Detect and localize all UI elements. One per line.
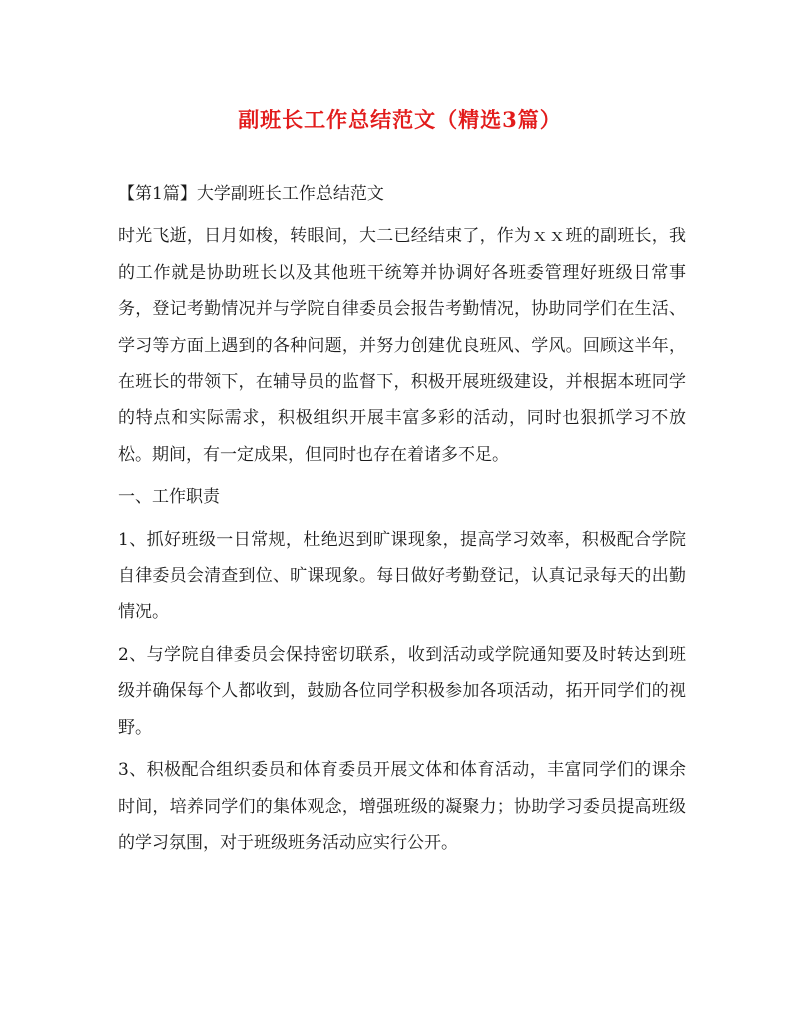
duty-item-2: 2、与学院自律委员会保持密切联系，收到活动或学院通知要及时转达到班级并确保每个人都收到，鼓励各位同学积极参加各项活动，拓开同学们的视野。 bbox=[118, 644, 686, 738]
document-title: 副班长工作总结范文（精选3篇） bbox=[238, 107, 562, 132]
duty-item-1: 1、抓好班级一日常规，杜绝迟到旷课现象，提高学习效率，积极配合学院自律委员会清查到位、旷课现象。每日做好考勤登记，认真记录每天的出勤情况。 bbox=[118, 529, 686, 623]
article-subheading: 【第1篇】大学副班长工作总结范文 bbox=[118, 184, 384, 204]
duty-item-3: 3、积极配合组织委员和体育委员开展文体和体育活动，丰富同学们的课余时间，培养同学们的集体观念，增强班级的凝聚力；协助学习委员提高班级的学习氛围，对于班级班务活动应实行公开。 bbox=[118, 760, 686, 853]
section-title: 一、工作职责 bbox=[118, 487, 220, 508]
intro-paragraph: 时光飞逝，日月如梭，转眼间，大二已经结束了，作为ｘｘ班的副班长，我的工作就是协助班长以及其他班干统筹并协调好各班委管理好班级日常事务，登记考勤情况并与学院自律委员会报告考勤情况，协助同学们在生活、学习等方面上遇到的各种问题，并努力创建优良班风、学风。回顾这半年，在班长的带领下，在辅导员的监督下，积极开展班级建设，并根据本班同学的特点和实际需求，积极组织开展丰富多彩的活动，同时也狠抓学习不放松。期间，有一定成果，但同时也存在着诸多不足。 bbox=[118, 226, 686, 465]
document-body bbox=[118, 176, 686, 867]
